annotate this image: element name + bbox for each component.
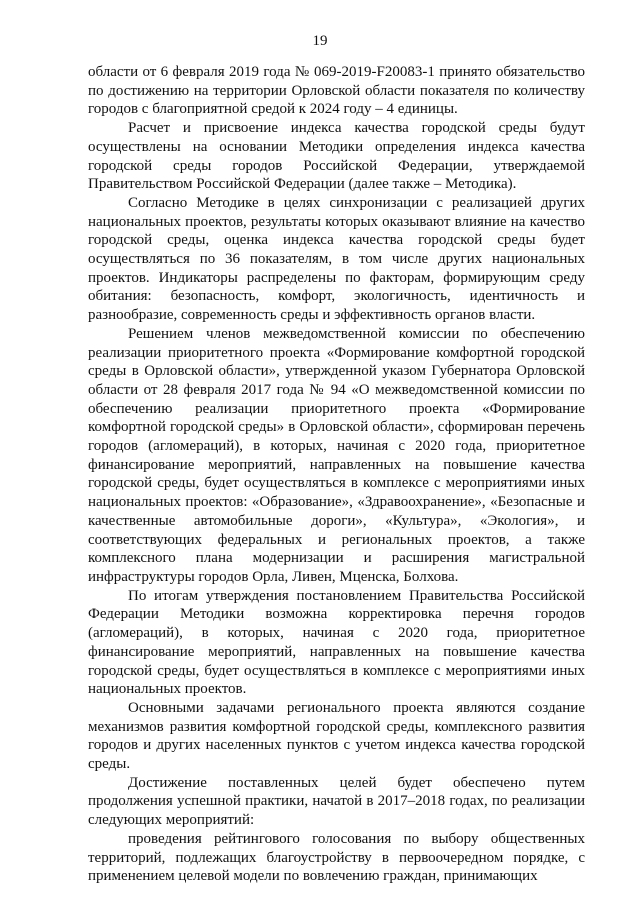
paragraph-7: Достижение поставленных целей будет обеспечено путем продолжения успешной практики, начатой в 2017–2018 годах, по реализации следующих мероприятий: [88, 774, 585, 829]
page-number: 19 [312, 33, 328, 49]
paragraph-6: Основными задачами регионального проекта являются создание механизмов развития комфортной городской среды, комплексного развития городов и других населенных пунктов с учетом индекса качества городской среды. [88, 699, 585, 773]
paragraph-3: Согласно Методике в целях синхронизации с реализацией других национальных проектов, результаты которых оказывают влияние на качество городской среды, оценка индекса качества городской среды будет осуществляться по 36 показателям, в том числе других национальных проектов. Индикаторы распределены по факторам, формирующим среду обитания: безопасность, комфорт, экологичность, идентичность и разнообразие, современность среды и эффективность органов власти. [88, 194, 585, 324]
paragraph-1: области от 6 февраля 2019 года № 069-2019-F20083-1 принято обязательство по достижению на территории Орловской области показателя по количеству городов с благоприятной средой к 2024 году – 4 единицы. [88, 64, 585, 118]
paragraph-2: Расчет и присвоение индекса качества городской среды будут осуществлены на основании Методики определения индекса качества городской среды городов Российской Федерации, утверждаемой Правительством Российской Федерации (далее также – Методика). [88, 120, 585, 193]
paragraph-5: По итогам утверждения постановлением Правительства Российской Федерации Методики возможна корректировка перечня городов (агломераций), в которых, начиная с 2020 года, приоритетное финансирование мероприятий, направленных на повышение качества городской среды, будет осуществляться в комплексе с мероприятиями иных национальных проектов. [88, 587, 585, 698]
body-text [88, 63, 585, 886]
paragraph-4: Решением членов межведомственной комиссии по обеспечению реализации приоритетного проекта «Формирование комфортной городской среды в Орловской области», утвержденной указом Губернатора Орловской области от 28 февраля 2017 года № 94 «О межведомственной комиссии по обеспечению реализации приоритетного проекта «Формирование комфортной городской среды» в Орловской области», сформирован перечень городов (агломераций), в которых, начиная с 2020 года, приоритетное финансирование мероприятий, направленных на повышение качества городской среды, будет осуществляться в комплексе с мероприятиями иных национальных проектов: «Образование», «Здравоохранение», «Безопасные и качественные автомобильные дороги», «Культура», «Экология», и соответствующих федеральных и региональных проектов, а также комплексного плана модернизации и расширения магистральной инфраструктуры городов Орла, Ливен, Мценска, Болхова. [88, 325, 585, 585]
paragraph-8: проведения рейтингового голосования по выбору общественных территорий, подлежащих благоустройству в первоочередном порядке, с применением целевой модели по вовлечению граждан, принимающих [88, 830, 585, 885]
